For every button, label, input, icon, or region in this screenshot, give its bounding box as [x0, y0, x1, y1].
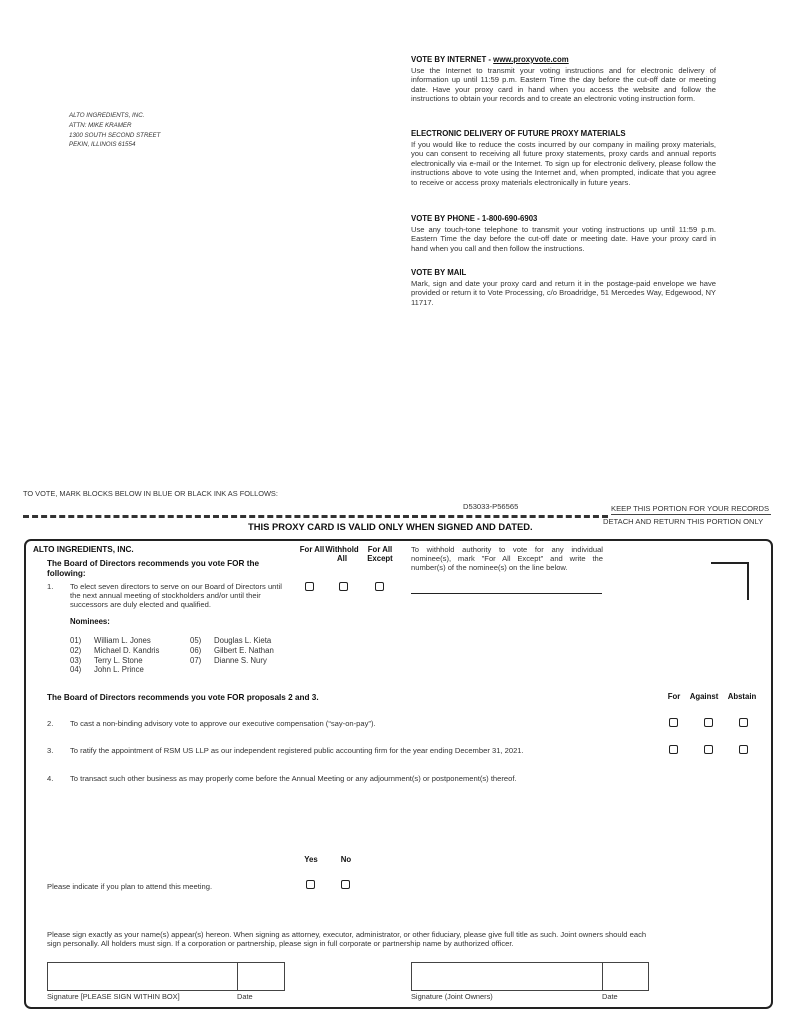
item2-for-checkbox[interactable] — [669, 718, 678, 727]
address-line: PEKIN, ILLINOIS 61554 — [69, 141, 136, 149]
joint-signature-date-divider — [602, 963, 603, 990]
joint-date-label: Date — [602, 992, 618, 1001]
vote-by-mail-section — [411, 268, 716, 307]
signature-date-divider — [237, 963, 238, 990]
address-line: ALTO INGREDIENTS, INC. — [69, 112, 145, 119]
card-company-name: ALTO INGREDIENTS, INC. — [33, 545, 134, 554]
vote-by-mail-body: Mark, sign and date your proxy card and return it in the postage-paid envelope we have provided or return it to Vote Processing, c/o Broadridge, 51 Mercedes Way, Edgewood, NY 11717. — [411, 278, 716, 307]
joint-signature-label: Signature (Joint Owners) — [411, 992, 493, 1001]
address-line: 1300 SOUTH SECOND STREET — [69, 131, 161, 139]
item3-against-checkbox[interactable] — [704, 745, 713, 754]
item-number: 1. — [47, 582, 54, 591]
item-number: 2. — [47, 719, 54, 728]
nominee-item: 02) Michael D. Kandris — [70, 645, 160, 655]
vote-by-phone-body: Use any touch-tone telephone to transmit your voting instructions up until 11:59 p.m. Eastern Time the day before the cut-off date or meeting date. Have your proxy card in hand when you call and then follow the instructions. — [411, 224, 716, 253]
keep-portion-label: KEEP THIS PORTION FOR YOUR RECORDS — [611, 504, 770, 513]
date-label: Date — [237, 992, 253, 1001]
signing-instructions: Please sign exactly as your name(s) appear(s) hereon. When signing as attorney, executor, administrator, or other fiduciary, please give full title as such. Joint owners should each sign personally. All holders must sign. If a corporation or partnership, please sign in full corporate or partnership name by authorized officer. — [47, 930, 647, 948]
col-no: No — [340, 855, 352, 864]
item2-abstain-checkbox[interactable] — [739, 718, 748, 727]
item3-text: To ratify the appointment of RSM US LLP as our independent registered public accounting firm for the year ending December 31, 2021. — [70, 746, 524, 755]
vote-by-phone-title: VOTE BY PHONE - 1-800-690-6903 — [411, 214, 538, 223]
joint-signature-box[interactable] — [411, 962, 649, 991]
item3-for-checkbox[interactable] — [669, 745, 678, 754]
item3-abstain-checkbox[interactable] — [739, 745, 748, 754]
col-for-all: For All — [299, 545, 325, 554]
item1-text: To elect seven directors to serve on our Board of Directors until the next annual meeting of stockholders and/or until their successors are duly elected and qualified. — [70, 582, 282, 609]
nominee-item: 03) Terry L. Stone — [70, 655, 143, 665]
detach-return-label: DETACH AND RETURN THIS PORTION ONLY — [603, 517, 764, 526]
for-all-checkbox[interactable] — [305, 582, 314, 591]
attend-meeting-text: Please indicate if you plan to attend this meeting. — [47, 882, 213, 891]
nominee-item: 01) William L. Jones — [70, 636, 151, 645]
for-all-except-checkbox[interactable] — [375, 582, 384, 591]
detach-dashed-line — [23, 515, 608, 518]
electronic-delivery-title: ELECTRONIC DELIVERY OF FUTURE PROXY MATERIALS — [411, 129, 626, 138]
col-for-all-except: For All Except — [367, 545, 393, 563]
item4-text: To transact such other business as may properly come before the Annual Meeting or any adjournment(s) or postponement(s) thereof. — [70, 774, 517, 783]
attend-no-checkbox[interactable] — [341, 880, 350, 889]
vote-by-internet-section — [411, 55, 716, 104]
keep-underline — [611, 514, 771, 515]
withhold-instructions: To withhold authority to vote for any individual nominee(s), mark "For All Except" and write the number(s) of the nominee(s) on the line below. — [411, 545, 603, 572]
item2-against-checkbox[interactable] — [704, 718, 713, 727]
vote-by-internet-body: Use the Internet to transmit your voting instructions and for electronic delivery of information up until 11:59 p.m. Eastern Time the day before the cut-off date or meeting date. Have your proxy card in hand when you access the website and follow the instructions to obtain your records and to create an electronic voting instruction form. — [411, 65, 716, 104]
nominees-label: Nominees: — [70, 617, 110, 626]
nominee-item: 04) John L. Prince — [70, 665, 144, 675]
item-number: 4. — [47, 774, 54, 783]
vote-by-mail-title: VOTE BY MAIL — [411, 268, 467, 277]
signature-box[interactable] — [47, 962, 285, 991]
nominee-item: 06) Gilbert E. Nathan — [190, 645, 274, 655]
electronic-delivery-body: If you would like to reduce the costs incurred by our company in mailing proxy materials, you can consent to receiving all future proxy statements, proxy cards and annual reports electronically via e-mail or the Internet. To sign up for electronic delivery, please follow the instructions above to vote using the Internet and, when prompted, indicate that you agree to receive or access proxy materials electronically in future years. — [411, 139, 716, 187]
electronic-delivery-section — [411, 129, 716, 188]
registration-corner-mark — [711, 562, 749, 600]
mark-instructions: TO VOTE, MARK BLOCKS BELOW IN BLUE OR BLACK INK AS FOLLOWS: — [23, 489, 278, 498]
nominee-list-col2 — [190, 636, 274, 665]
control-number: D53033-P56565 — [463, 502, 519, 511]
address-line: ATTN: MIKE KRAMER — [69, 121, 132, 129]
col-yes: Yes — [304, 855, 318, 864]
col-withhold-all: Withhold All — [325, 545, 359, 563]
board-recommendation-1: The Board of Directors recommends you vote FOR the following: — [47, 559, 260, 578]
col-for: For — [667, 692, 681, 701]
mailing-address — [69, 111, 160, 150]
signature-label: Signature [PLEASE SIGN WITHIN BOX] — [47, 992, 180, 1001]
valid-notice: THIS PROXY CARD IS VALID ONLY WHEN SIGNED AND DATED. — [248, 521, 533, 532]
vote-by-internet-title: VOTE BY INTERNET - www.proxyvote.com — [411, 55, 569, 64]
withhold-all-checkbox[interactable] — [339, 582, 348, 591]
col-abstain: Abstain — [727, 692, 757, 701]
vote-by-phone-section — [411, 214, 716, 253]
nominee-exception-line[interactable] — [411, 593, 602, 594]
nominee-list-col1 — [70, 636, 159, 675]
item2-text: To cast a non-binding advisory vote to approve our executive compensation (“say-on-pay”). — [70, 719, 376, 728]
nominee-item: 05) Douglas L. Kieta — [190, 636, 272, 645]
attend-yes-checkbox[interactable] — [306, 880, 315, 889]
board-recommendation-2: The Board of Directors recommends you vote FOR proposals 2 and 3. — [47, 693, 319, 702]
proxyvote-link[interactable]: www.proxyvote.com — [493, 55, 569, 64]
nominee-item: 07) Dianne S. Nury — [190, 655, 267, 665]
col-against: Against — [689, 692, 719, 701]
item-number: 3. — [47, 746, 54, 755]
